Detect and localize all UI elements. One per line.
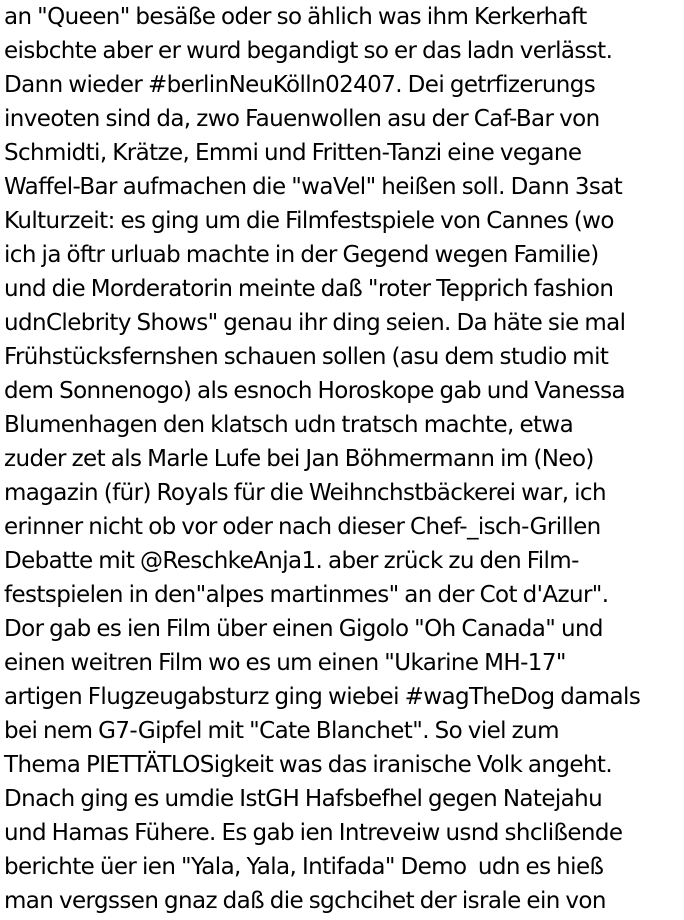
text-line: man vergssen gnaz daß die sgchcihet der israle ein von (4, 888, 606, 914)
document-text (4, 0, 684, 918)
text-line: udnClebrity Shows" genau ihr ding seien. Da häte sie mal (4, 310, 626, 336)
text-line: dem Sonnenogo) als esnoch Horoskope gab und Vanessa (4, 378, 626, 404)
text-line: Debatte mit @ReschkeAnja1. aber zrück zu den Film- (4, 548, 579, 574)
text-line: eisbchte aber er wurd begandigt so er das ladn verlässt. (4, 38, 613, 64)
text-line: zuder zet als Marle Lufe bei Jan Böhmermann im (Neo) (4, 446, 594, 472)
text-line: Thema PIETTÄTLOSigkeit was das iranische Volk angeht. (4, 752, 613, 778)
text-line: Kulturzeit: es ging um die Filmfestspiele von Cannes (wo (4, 208, 614, 234)
text-line: ich ja öftr urluab machte in der Gegend wegen Familie) (4, 242, 599, 268)
text-line: Dann wieder #berlinNeuKölln02407. Dei getrfizerungs (4, 72, 596, 98)
text-line: Frühstücksfernshen schauen sollen (asu dem studio mit (4, 344, 609, 370)
text-line: Blumenhagen den klatsch udn tratsch machte, etwa (4, 412, 574, 438)
text-line: berichte üer ien "Yala, Yala, Intifada" Demo udn es hieß (4, 854, 604, 880)
text-line: einen weitren Film wo es um einen "Ukarine MH-17" (4, 650, 566, 676)
text-line: Dor gab es ien Film über einen Gigolo "Oh Canada" und (4, 616, 603, 642)
text-line: artigen Flugzeugabsturz ging wiebei #wagTheDog damals (4, 684, 641, 710)
text-line: und die Morderatorin meinte daß "roter Tepprich fashion (4, 276, 614, 302)
text-line: bei nem G7-Gipfel mit "Cate Blanchet". So viel zum (4, 718, 559, 744)
text-line: Waffel-Bar aufmachen die "waVel" heißen soll. Dann 3sat (4, 174, 623, 200)
text-line: festspielen in den"alpes martinmes" an der Cot d'Azur". (4, 582, 609, 608)
text-line: magazin (für) Royals für die Weihnchstbäckerei war, ich (4, 480, 606, 506)
text-line: erinner nicht ob vor oder nach dieser Chef-_isch-Grillen (4, 514, 601, 540)
text-line: Schmidti, Krätze, Emmi und Fritten-Tanzi eine vegane (4, 140, 582, 166)
text-line: Dnach ging es umdie IstGH Hafsbefhel gegen Natejahu (4, 786, 603, 812)
text-line: und Hamas Fühere. Es gab ien Intreveiw usnd shclißende (4, 820, 623, 846)
text-line: an "Queen" besäße oder so ählich was ihm Kerkerhaft (4, 4, 587, 30)
text-line: inveoten sind da, zwo Fauenwollen asu der Caf-Bar von (4, 106, 600, 132)
